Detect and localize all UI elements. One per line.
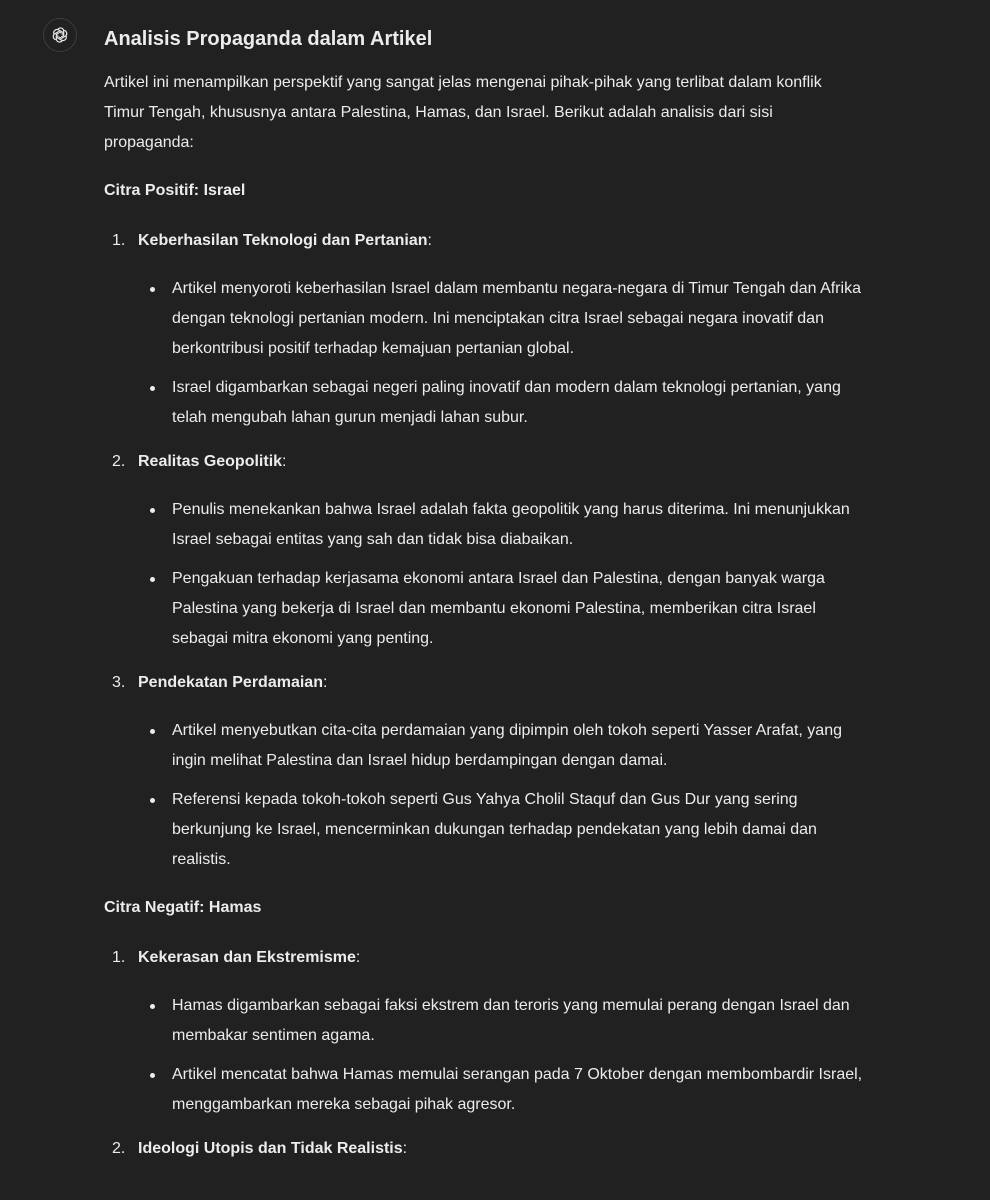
section-heading: Citra Negatif: Hamas	[104, 899, 262, 916]
item-title: Pendekatan Perdamaian	[138, 674, 323, 691]
item-number: 2.	[112, 453, 126, 470]
numbered-list	[104, 943, 864, 1164]
list-item: 2. Ideologi Utopis dan Tidak Realistis:	[104, 1134, 864, 1164]
list-item: 1. Kekerasan dan Ekstremisme: Hamas digambarkan sebagai faksi ekstrem dan teroris yang memulai perang dengan Israel dan membakar sentimen agama. Artikel mencatat bahwa Hamas memulai serangan pada 7 Oktober dengan membombardir Israel, menggambarkan mereka sebagai pihak agresor.	[104, 943, 864, 1120]
item-number: 2.	[112, 1140, 126, 1157]
item-title: Keberhasilan Teknologi dan Pertanian	[138, 232, 428, 249]
assistant-avatar	[43, 18, 77, 52]
openai-logo-icon	[49, 24, 71, 46]
bullet-item: Penulis menekankan bahwa Israel adalah fakta geopolitik yang harus diterima. Ini menunjukkan Israel sebagai entitas yang sah dan tidak bisa diabaikan.	[104, 495, 864, 555]
message-title: Analisis Propaganda dalam Artikel	[104, 28, 433, 50]
item-title: Kekerasan dan Ekstremisme	[138, 949, 356, 966]
intro-paragraph: Artikel ini menampilkan perspektif yang sangat jelas mengenai pihak-pihak yang terlibat dalam konflik Timur Tengah, khususnya antara Palestina, Hamas, dan Israel. Berikut adalah analisis dari sisi propaganda:	[104, 74, 822, 151]
section-heading: Citra Positif: Israel	[104, 182, 246, 199]
numbered-list	[104, 226, 864, 875]
bullet-item: Artikel menyoroti keberhasilan Israel dalam membantu negara-negara di Timur Tengah dan Afrika dengan teknologi pertanian modern. Ini menciptakan citra Israel sebagai negara inovatif dan berkontribusi positif terhadap kemajuan pertanian global.	[104, 274, 864, 364]
assistant-message	[104, 24, 864, 1182]
bullet-item: Hamas digambarkan sebagai faksi ekstrem dan teroris yang memulai perang dengan Israel dan membakar sentimen agama.	[104, 991, 864, 1051]
list-item: 1. Keberhasilan Teknologi dan Pertanian: Artikel menyoroti keberhasilan Israel dalam membantu negara-negara di Timur Tengah dan Afrika dengan teknologi pertanian modern. Ini menciptakan citra Israel sebagai negara inovatif dan berkontribusi positif terhadap kemajuan pertanian global. Israel digambarkan sebagai negeri paling inovatif dan modern dalam teknologi pertanian, yang telah mengubah lahan gurun menjadi lahan subur.	[104, 226, 864, 433]
bullet-item: Referensi kepada tokoh-tokoh seperti Gus Yahya Cholil Staquf dan Gus Dur yang sering berkunjung ke Israel, mencerminkan dukungan terhadap pendekatan yang lebih damai dan realistis.	[104, 785, 864, 875]
bullet-list	[104, 495, 864, 654]
item-title: Ideologi Utopis dan Tidak Realistis	[138, 1140, 403, 1157]
bullet-list	[104, 274, 864, 433]
list-item: 2. Realitas Geopolitik: Penulis menekankan bahwa Israel adalah fakta geopolitik yang harus diterima. Ini menunjukkan Israel sebagai entitas yang sah dan tidak bisa diabaikan. Pengakuan terhadap kerjasama ekonomi antara Israel dan Palestina, dengan banyak warga Palestina yang bekerja di Israel dan membantu ekonomi Palestina, memberikan citra Israel sebagai mitra ekonomi yang penting.	[104, 447, 864, 654]
item-number: 1.	[112, 232, 126, 249]
bullet-list	[104, 991, 864, 1120]
item-number: 3.	[112, 674, 126, 691]
bullet-list	[104, 716, 864, 875]
bullet-item: Israel digambarkan sebagai negeri paling inovatif dan modern dalam teknologi pertanian, yang telah mengubah lahan gurun menjadi lahan subur.	[104, 373, 864, 433]
list-item: 3. Pendekatan Perdamaian: Artikel menyebutkan cita-cita perdamaian yang dipimpin oleh tokoh seperti Yasser Arafat, yang ingin melihat Palestina dan Israel hidup berdampingan dengan damai. Referensi kepada tokoh-tokoh seperti Gus Yahya Cholil Staquf dan Gus Dur yang sering berkunjung ke Israel, mencerminkan dukungan terhadap pendekatan yang lebih damai dan realistis.	[104, 668, 864, 875]
bullet-item: Artikel menyebutkan cita-cita perdamaian yang dipimpin oleh tokoh seperti Yasser Arafat, yang ingin melihat Palestina dan Israel hidup berdampingan dengan damai.	[104, 716, 864, 776]
bullet-item: Artikel mencatat bahwa Hamas memulai serangan pada 7 Oktober dengan membombardir Israel, menggambarkan mereka sebagai pihak agresor.	[104, 1060, 864, 1120]
bullet-item: Pengakuan terhadap kerjasama ekonomi antara Israel dan Palestina, dengan banyak warga Palestina yang bekerja di Israel dan membantu ekonomi Palestina, memberikan citra Israel sebagai mitra ekonomi yang penting.	[104, 564, 864, 654]
item-title: Realitas Geopolitik	[138, 453, 283, 470]
item-number: 1.	[112, 949, 126, 966]
